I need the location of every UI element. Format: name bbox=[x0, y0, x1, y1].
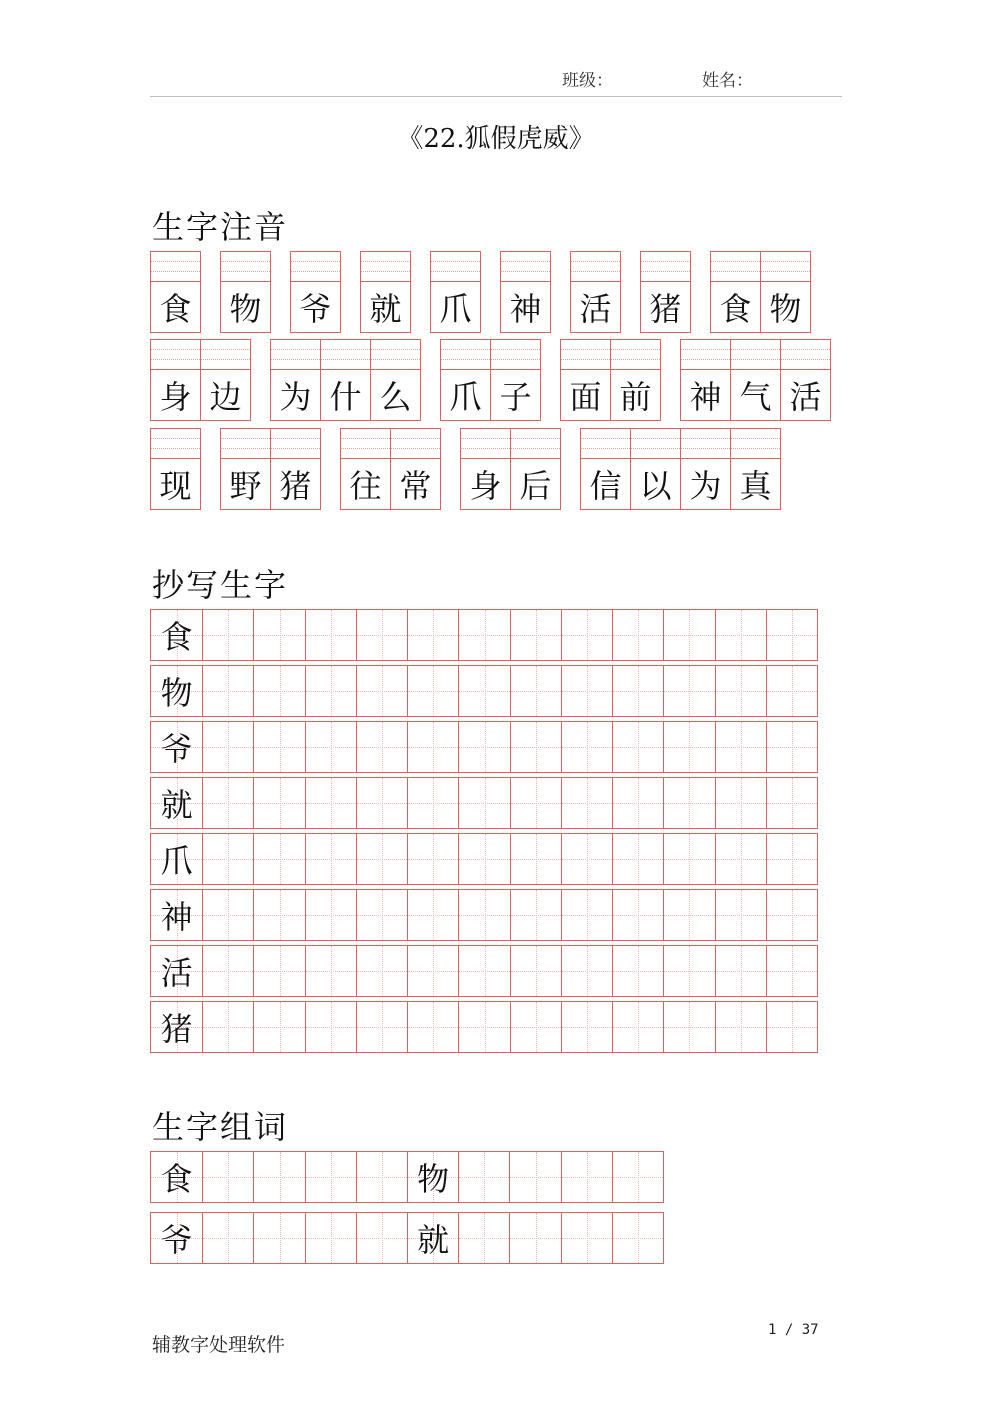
writing-cell[interactable] bbox=[458, 834, 509, 884]
writing-cell[interactable] bbox=[561, 1152, 612, 1202]
pinyin-cell bbox=[460, 428, 511, 510]
copy-practice-row bbox=[150, 721, 818, 773]
writing-cell[interactable] bbox=[253, 946, 304, 996]
writing-cell[interactable] bbox=[510, 890, 561, 940]
writing-cell[interactable] bbox=[253, 890, 304, 940]
copy-practice-row bbox=[150, 609, 818, 661]
pinyin-writing-slot[interactable] bbox=[151, 252, 200, 282]
pinyin-writing-slot[interactable] bbox=[361, 252, 410, 282]
writing-cell[interactable] bbox=[663, 610, 714, 660]
writing-cell[interactable] bbox=[561, 722, 612, 772]
pinyin-cell bbox=[640, 251, 691, 333]
pinyin-cell bbox=[340, 428, 391, 510]
copy-practice-row bbox=[150, 833, 818, 885]
writing-cell[interactable] bbox=[253, 722, 304, 772]
word-practice-row bbox=[150, 1212, 664, 1264]
writing-cell[interactable] bbox=[612, 1002, 663, 1052]
pinyin-cell bbox=[290, 251, 341, 333]
copy-practice-row bbox=[150, 665, 818, 717]
header-divider bbox=[150, 96, 842, 97]
writing-cell[interactable] bbox=[561, 890, 612, 940]
writing-cell[interactable] bbox=[305, 610, 356, 660]
writing-cell[interactable] bbox=[356, 778, 407, 828]
hanzi-character: 面 bbox=[569, 378, 602, 416]
pinyin-writing-slot[interactable] bbox=[341, 429, 390, 459]
model-character-cell bbox=[151, 778, 202, 828]
pinyin-writing-slot[interactable] bbox=[501, 252, 550, 282]
writing-cell[interactable] bbox=[305, 1002, 356, 1052]
writing-cell[interactable] bbox=[305, 1152, 356, 1202]
pinyin-cell bbox=[200, 339, 251, 421]
pinyin-word bbox=[680, 339, 831, 421]
writing-cell[interactable] bbox=[458, 666, 509, 716]
writing-cell[interactable] bbox=[202, 778, 253, 828]
writing-cell[interactable] bbox=[715, 834, 766, 884]
writing-cell[interactable] bbox=[715, 778, 766, 828]
writing-cell[interactable] bbox=[510, 946, 561, 996]
model-character-cell bbox=[151, 1152, 202, 1202]
model-character: 猪 bbox=[160, 1010, 193, 1048]
writing-cell[interactable] bbox=[458, 778, 509, 828]
pinyin-cell bbox=[580, 428, 631, 510]
pinyin-writing-slot[interactable] bbox=[151, 340, 200, 370]
writing-cell[interactable] bbox=[766, 1002, 817, 1052]
pinyin-cell bbox=[560, 339, 611, 421]
model-character: 物 bbox=[417, 1160, 450, 1198]
writing-cell[interactable] bbox=[510, 610, 561, 660]
writing-cell[interactable] bbox=[407, 722, 458, 772]
writing-cell[interactable] bbox=[663, 722, 714, 772]
pinyin-writing-slot[interactable] bbox=[781, 340, 830, 370]
writing-cell[interactable] bbox=[766, 834, 817, 884]
pinyin-cell bbox=[760, 251, 811, 333]
pinyin-writing-slot[interactable] bbox=[491, 340, 540, 370]
pinyin-cell bbox=[500, 251, 551, 333]
model-character-cell bbox=[151, 722, 202, 772]
pinyin-cell bbox=[730, 339, 781, 421]
writing-cell[interactable] bbox=[715, 722, 766, 772]
model-character-cell bbox=[151, 834, 202, 884]
writing-cell[interactable] bbox=[356, 666, 407, 716]
hanzi-character: 什 bbox=[329, 378, 362, 416]
hanzi-character: 活 bbox=[579, 290, 612, 328]
pinyin-cell bbox=[510, 428, 561, 510]
hanzi-character: 现 bbox=[159, 467, 192, 505]
pinyin-word bbox=[360, 251, 411, 333]
pinyin-cell bbox=[270, 428, 321, 510]
pinyin-cell bbox=[220, 428, 271, 510]
writing-cell[interactable] bbox=[612, 778, 663, 828]
pinyin-word bbox=[220, 251, 271, 333]
model-character: 神 bbox=[160, 898, 193, 936]
hanzi-character: 气 bbox=[739, 378, 772, 416]
hanzi-character: 爷 bbox=[299, 290, 332, 328]
writing-cell[interactable] bbox=[612, 666, 663, 716]
pinyin-cell bbox=[680, 428, 731, 510]
model-character-cell bbox=[151, 890, 202, 940]
word-practice-row bbox=[150, 1151, 664, 1203]
writing-cell[interactable] bbox=[458, 1002, 509, 1052]
pinyin-cell bbox=[630, 428, 681, 510]
pinyin-cell bbox=[780, 339, 831, 421]
pinyin-writing-slot[interactable] bbox=[731, 429, 780, 459]
pinyin-cell bbox=[320, 339, 371, 421]
pinyin-writing-slot[interactable] bbox=[611, 340, 660, 370]
pinyin-writing-slot[interactable] bbox=[431, 252, 480, 282]
writing-cell[interactable] bbox=[766, 610, 817, 660]
model-character-cell bbox=[407, 1213, 458, 1263]
writing-cell[interactable] bbox=[561, 666, 612, 716]
pinyin-writing-slot[interactable] bbox=[271, 340, 320, 370]
writing-cell[interactable] bbox=[305, 722, 356, 772]
writing-cell[interactable] bbox=[407, 1002, 458, 1052]
pinyin-writing-slot[interactable] bbox=[441, 340, 490, 370]
pinyin-cell bbox=[680, 339, 731, 421]
model-character: 就 bbox=[417, 1221, 450, 1259]
writing-cell[interactable] bbox=[715, 890, 766, 940]
writing-cell[interactable] bbox=[715, 946, 766, 996]
hanzi-character: 猪 bbox=[649, 290, 682, 328]
writing-cell[interactable] bbox=[356, 946, 407, 996]
pinyin-cell bbox=[390, 428, 441, 510]
writing-cell[interactable] bbox=[407, 778, 458, 828]
writing-cell[interactable] bbox=[561, 834, 612, 884]
pinyin-writing-slot[interactable] bbox=[711, 252, 760, 282]
model-character-cell bbox=[151, 666, 202, 716]
writing-cell[interactable] bbox=[458, 890, 509, 940]
writing-cell[interactable] bbox=[766, 666, 817, 716]
pinyin-writing-slot[interactable] bbox=[371, 340, 420, 370]
hanzi-character: 么 bbox=[379, 378, 412, 416]
pinyin-word bbox=[150, 251, 201, 333]
writing-cell[interactable] bbox=[305, 778, 356, 828]
pinyin-writing-slot[interactable] bbox=[321, 340, 370, 370]
writing-cell[interactable] bbox=[715, 1002, 766, 1052]
pinyin-writing-slot[interactable] bbox=[681, 429, 730, 459]
pinyin-writing-slot[interactable] bbox=[681, 340, 730, 370]
pinyin-writing-slot[interactable] bbox=[511, 429, 560, 459]
writing-cell[interactable] bbox=[305, 834, 356, 884]
writing-cell[interactable] bbox=[663, 778, 714, 828]
writing-cell[interactable] bbox=[356, 1002, 407, 1052]
model-character: 食 bbox=[160, 1160, 193, 1198]
pinyin-word bbox=[570, 251, 621, 333]
section-pinyin-heading: 生字注音 bbox=[152, 208, 289, 246]
writing-cell[interactable] bbox=[202, 722, 253, 772]
pinyin-cell bbox=[150, 339, 201, 421]
writing-cell[interactable] bbox=[202, 834, 253, 884]
model-character: 物 bbox=[160, 674, 193, 712]
model-character: 就 bbox=[160, 786, 193, 824]
writing-cell[interactable] bbox=[356, 610, 407, 660]
section-words-heading: 生字组词 bbox=[152, 1108, 289, 1146]
pinyin-cell bbox=[430, 251, 481, 333]
writing-cell[interactable] bbox=[407, 834, 458, 884]
hanzi-character: 猪 bbox=[279, 467, 312, 505]
pinyin-cell bbox=[220, 251, 271, 333]
hanzi-character: 神 bbox=[689, 378, 722, 416]
pinyin-cell bbox=[270, 339, 321, 421]
copy-practice-row bbox=[150, 1001, 818, 1053]
model-character-cell bbox=[407, 1152, 458, 1202]
writing-cell[interactable] bbox=[510, 1002, 561, 1052]
copy-practice-row bbox=[150, 777, 818, 829]
writing-cell[interactable] bbox=[612, 610, 663, 660]
writing-cell[interactable] bbox=[356, 890, 407, 940]
writing-cell[interactable] bbox=[458, 610, 509, 660]
hanzi-character: 子 bbox=[499, 378, 532, 416]
writing-cell[interactable] bbox=[407, 666, 458, 716]
pinyin-writing-slot[interactable] bbox=[631, 429, 680, 459]
pinyin-word bbox=[340, 428, 441, 510]
writing-cell[interactable] bbox=[510, 666, 561, 716]
pinyin-cell bbox=[490, 339, 541, 421]
name-label: 姓名： bbox=[702, 71, 753, 91]
writing-cell[interactable] bbox=[458, 946, 509, 996]
writing-cell[interactable] bbox=[253, 1213, 304, 1263]
hanzi-character: 食 bbox=[719, 290, 752, 328]
writing-cell[interactable] bbox=[407, 890, 458, 940]
hanzi-character: 爪 bbox=[449, 378, 482, 416]
pinyin-writing-slot[interactable] bbox=[151, 429, 200, 459]
writing-cell[interactable] bbox=[612, 834, 663, 884]
writing-cell[interactable] bbox=[202, 1002, 253, 1052]
writing-cell[interactable] bbox=[510, 834, 561, 884]
copy-practice-row bbox=[150, 889, 818, 941]
writing-cell[interactable] bbox=[253, 666, 304, 716]
writing-cell[interactable] bbox=[663, 946, 714, 996]
hanzi-character: 为 bbox=[689, 467, 722, 505]
model-character: 爷 bbox=[160, 1221, 193, 1259]
pinyin-cell bbox=[150, 251, 201, 333]
pinyin-word bbox=[440, 339, 541, 421]
page-title: 《22.狐假虎威》 bbox=[397, 124, 595, 154]
pinyin-word bbox=[710, 251, 811, 333]
writing-cell[interactable] bbox=[407, 946, 458, 996]
pinyin-word bbox=[430, 251, 481, 333]
writing-cell[interactable] bbox=[356, 1213, 407, 1263]
pinyin-writing-slot[interactable] bbox=[761, 252, 810, 282]
pinyin-writing-slot[interactable] bbox=[641, 252, 690, 282]
writing-cell[interactable] bbox=[202, 890, 253, 940]
pinyin-cell bbox=[360, 251, 411, 333]
writing-cell[interactable] bbox=[766, 946, 817, 996]
pinyin-writing-slot[interactable] bbox=[271, 429, 320, 459]
pinyin-word bbox=[580, 428, 781, 510]
writing-cell[interactable] bbox=[356, 1152, 407, 1202]
writing-cell[interactable] bbox=[253, 1002, 304, 1052]
pinyin-writing-slot[interactable] bbox=[581, 429, 630, 459]
pinyin-cell bbox=[610, 339, 661, 421]
writing-cell[interactable] bbox=[305, 1213, 356, 1263]
hanzi-character: 边 bbox=[209, 378, 242, 416]
pinyin-word bbox=[150, 339, 251, 421]
pinyin-cell bbox=[150, 428, 201, 510]
writing-cell[interactable] bbox=[509, 1152, 560, 1202]
writing-cell[interactable] bbox=[766, 778, 817, 828]
section-copy-heading: 抄写生字 bbox=[152, 566, 289, 604]
writing-cell[interactable] bbox=[612, 1152, 663, 1202]
hanzi-character: 物 bbox=[769, 290, 802, 328]
pinyin-word bbox=[270, 339, 421, 421]
hanzi-character: 食 bbox=[159, 290, 192, 328]
hanzi-character: 常 bbox=[399, 467, 432, 505]
pinyin-writing-slot[interactable] bbox=[201, 340, 250, 370]
copy-practice-row bbox=[150, 945, 818, 997]
writing-cell[interactable] bbox=[612, 722, 663, 772]
pinyin-writing-slot[interactable] bbox=[221, 429, 270, 459]
pinyin-word bbox=[290, 251, 341, 333]
model-character-cell bbox=[151, 1002, 202, 1052]
pinyin-word bbox=[150, 428, 201, 510]
writing-cell[interactable] bbox=[356, 834, 407, 884]
writing-cell[interactable] bbox=[663, 666, 714, 716]
writing-cell[interactable] bbox=[561, 778, 612, 828]
writing-cell[interactable] bbox=[510, 722, 561, 772]
pinyin-writing-slot[interactable] bbox=[391, 429, 440, 459]
writing-cell[interactable] bbox=[663, 1002, 714, 1052]
writing-cell[interactable] bbox=[561, 1213, 612, 1263]
hanzi-character: 物 bbox=[229, 290, 262, 328]
writing-cell[interactable] bbox=[715, 610, 766, 660]
writing-cell[interactable] bbox=[612, 946, 663, 996]
writing-cell[interactable] bbox=[356, 722, 407, 772]
hanzi-character: 以 bbox=[639, 467, 672, 505]
writing-cell[interactable] bbox=[663, 834, 714, 884]
writing-cell[interactable] bbox=[253, 610, 304, 660]
pinyin-cell bbox=[710, 251, 761, 333]
writing-cell[interactable] bbox=[202, 1152, 253, 1202]
writing-cell[interactable] bbox=[715, 666, 766, 716]
footer-page-number: 1 / 37 bbox=[768, 1322, 819, 1338]
model-character: 爷 bbox=[160, 730, 193, 768]
writing-cell[interactable] bbox=[407, 610, 458, 660]
pinyin-word bbox=[640, 251, 691, 333]
pinyin-writing-slot[interactable] bbox=[291, 252, 340, 282]
hanzi-character: 信 bbox=[589, 467, 622, 505]
hanzi-character: 为 bbox=[279, 378, 312, 416]
writing-cell[interactable] bbox=[458, 1213, 509, 1263]
writing-cell[interactable] bbox=[202, 610, 253, 660]
pinyin-word bbox=[460, 428, 561, 510]
writing-cell[interactable] bbox=[509, 1213, 560, 1263]
writing-cell[interactable] bbox=[561, 1002, 612, 1052]
writing-cell[interactable] bbox=[202, 666, 253, 716]
writing-cell[interactable] bbox=[202, 946, 253, 996]
writing-cell[interactable] bbox=[612, 890, 663, 940]
writing-cell[interactable] bbox=[766, 890, 817, 940]
writing-cell[interactable] bbox=[253, 1152, 304, 1202]
writing-cell[interactable] bbox=[458, 1152, 509, 1202]
pinyin-writing-slot[interactable] bbox=[561, 340, 610, 370]
hanzi-character: 野 bbox=[229, 467, 262, 505]
hanzi-character: 活 bbox=[789, 378, 822, 416]
hanzi-character: 真 bbox=[739, 467, 772, 505]
model-character: 活 bbox=[160, 954, 193, 992]
writing-cell[interactable] bbox=[305, 890, 356, 940]
hanzi-character: 往 bbox=[349, 467, 382, 505]
pinyin-cell bbox=[440, 339, 491, 421]
model-character-cell bbox=[151, 1213, 202, 1263]
writing-cell[interactable] bbox=[253, 834, 304, 884]
hanzi-character: 就 bbox=[369, 290, 402, 328]
writing-cell[interactable] bbox=[253, 778, 304, 828]
pinyin-word bbox=[220, 428, 321, 510]
pinyin-word bbox=[500, 251, 551, 333]
model-character-cell bbox=[151, 946, 202, 996]
hanzi-character: 爪 bbox=[439, 290, 472, 328]
hanzi-character: 前 bbox=[619, 378, 652, 416]
hanzi-character: 身 bbox=[469, 467, 502, 505]
hanzi-character: 后 bbox=[519, 467, 552, 505]
hanzi-character: 身 bbox=[159, 378, 192, 416]
footer-software: 辅教字处理软件 bbox=[152, 1334, 286, 1356]
model-character: 爪 bbox=[160, 842, 193, 880]
writing-cell[interactable] bbox=[766, 722, 817, 772]
pinyin-writing-slot[interactable] bbox=[221, 252, 270, 282]
writing-cell[interactable] bbox=[458, 722, 509, 772]
writing-cell[interactable] bbox=[663, 890, 714, 940]
class-label: 班级： bbox=[562, 71, 613, 91]
writing-cell[interactable] bbox=[561, 946, 612, 996]
model-character: 食 bbox=[160, 618, 193, 656]
pinyin-word bbox=[560, 339, 661, 421]
pinyin-cell bbox=[370, 339, 421, 421]
hanzi-character: 神 bbox=[509, 290, 542, 328]
pinyin-writing-slot[interactable] bbox=[461, 429, 510, 459]
writing-cell[interactable] bbox=[305, 946, 356, 996]
writing-cell[interactable] bbox=[612, 1213, 663, 1263]
model-character-cell bbox=[151, 610, 202, 660]
pinyin-writing-slot[interactable] bbox=[731, 340, 780, 370]
writing-cell[interactable] bbox=[561, 610, 612, 660]
writing-cell[interactable] bbox=[305, 666, 356, 716]
writing-cell[interactable] bbox=[202, 1213, 253, 1263]
pinyin-writing-slot[interactable] bbox=[571, 252, 620, 282]
pinyin-cell bbox=[730, 428, 781, 510]
pinyin-cell bbox=[570, 251, 621, 333]
writing-cell[interactable] bbox=[510, 778, 561, 828]
